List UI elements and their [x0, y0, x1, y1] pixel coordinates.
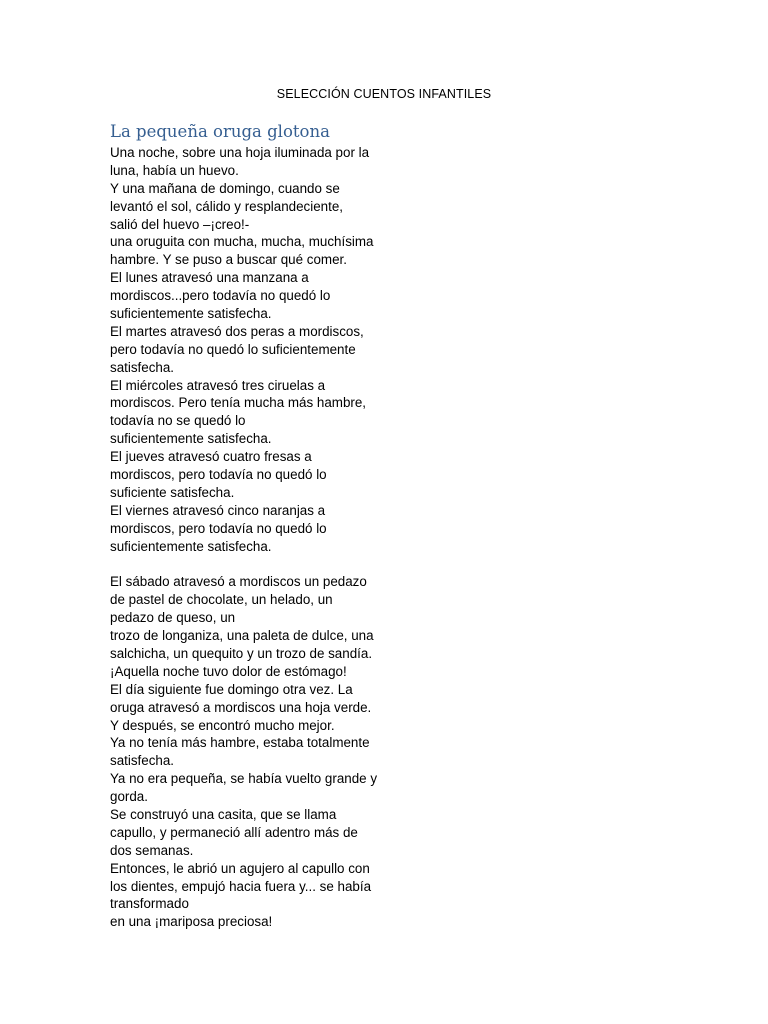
story-line: salió del huevo –¡creo!- — [110, 216, 250, 232]
story-line: una oruguita con mucha, mucha, muchísima — [110, 234, 374, 250]
story-line: salchicha, un quequito y un trozo de sandía. — [110, 645, 373, 661]
story-line: los dientes, empujó hacia fuera y... se había — [110, 878, 372, 894]
story-line: Y después, se encontró mucho mejor. — [110, 717, 335, 733]
story-line: El sábado atravesó a mordiscos un pedazo — [110, 574, 367, 590]
story-line: Y una mañana de domingo, cuando se — [110, 180, 340, 196]
story-line: en una ¡mariposa preciosa! — [110, 914, 273, 930]
story-line: Ya no era pequeña, se había vuelto grande y — [110, 771, 378, 787]
story-line: mordiscos, pero todavía no quedó lo — [110, 467, 327, 483]
story-line: ¡Aquella noche tuvo dolor de estómago! — [110, 663, 347, 679]
story-line: dos semanas. — [110, 842, 194, 858]
story-line: suficientemente satisfecha. — [110, 306, 272, 322]
document-header: SELECCIÓN CUENTOS INFANTILES — [276, 87, 492, 101]
story-line: trozo de longaniza, una paleta de dulce, una — [110, 628, 374, 644]
story-line: de pastel de chocolate, un helado, un — [110, 592, 333, 608]
story-line: suficientemente satisfecha. — [110, 431, 272, 447]
story-line: El jueves atravesó cuatro fresas a — [110, 449, 312, 465]
story-line: satisfecha. — [110, 359, 175, 375]
story-line: El martes atravesó dos peras a mordiscos, — [110, 323, 364, 339]
story-line: Se construyó una casita, que se llama — [110, 806, 337, 822]
story-line: pero todavía no quedó lo suficientemente — [110, 341, 356, 357]
story-line: El viernes atravesó cinco naranjas a — [110, 502, 326, 518]
story-line: todavía no se quedó lo — [110, 413, 246, 429]
story-line: transformado — [110, 896, 189, 912]
story-line: levantó el sol, cálido y resplandeciente, — [110, 198, 343, 214]
story-title: La pequeña oruga glotona — [110, 122, 330, 141]
story-line: mordiscos, pero todavía no quedó lo — [110, 520, 327, 536]
story-line: satisfecha. — [110, 753, 175, 769]
story-line: mordiscos...pero todavía no quedó lo — [110, 288, 331, 304]
story-line: El miércoles atravesó tres ciruelas a — [110, 377, 326, 393]
story-body — [110, 144, 410, 931]
story-line: El día siguiente fue domingo otra vez. La — [110, 681, 353, 697]
blank-line — [110, 555, 410, 573]
story-line: luna, había un huevo. — [110, 162, 239, 178]
story-line: hambre. Y se puso a buscar qué comer. — [110, 252, 347, 268]
story-line: pedazo de queso, un — [110, 610, 236, 626]
story-line: Una noche, sobre una hoja iluminada por la — [110, 145, 370, 160]
story-line: suficiente satisfecha. — [110, 484, 235, 500]
story-line: oruga atravesó a mordiscos una hoja verde. — [110, 699, 372, 715]
story-line: capullo, y permaneció allí adentro más de — [110, 824, 358, 840]
story-line: suficientemente satisfecha. — [110, 538, 272, 554]
story-line: mordiscos. Pero tenía mucha más hambre, — [110, 395, 367, 411]
story-line: El lunes atravesó una manzana a — [110, 270, 309, 286]
story-line: Entonces, le abrió un agujero al capullo con — [110, 860, 370, 876]
story-line: Ya no tenía más hambre, estaba totalmente — [110, 735, 370, 751]
story-line: gorda. — [110, 789, 148, 805]
